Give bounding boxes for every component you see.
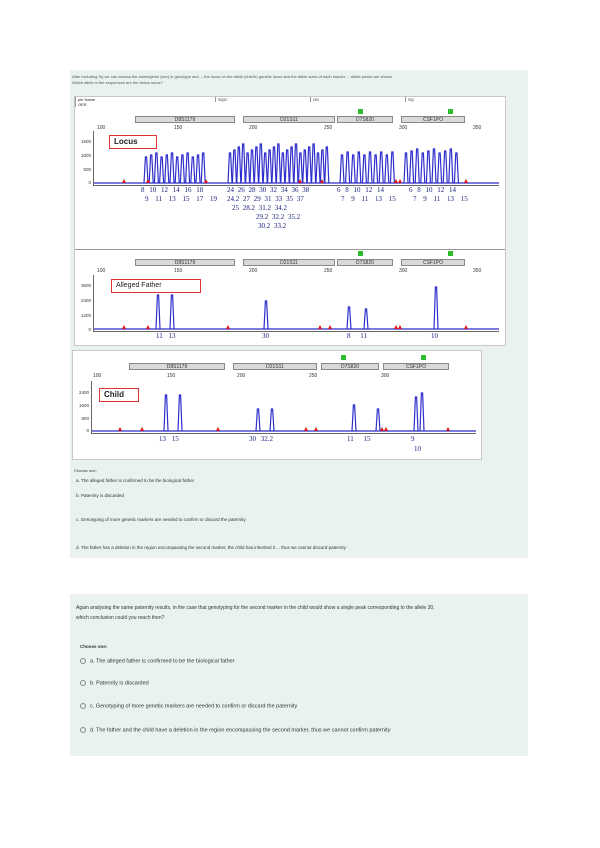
peak — [346, 152, 350, 183]
y-tick: 2400 — [80, 298, 91, 303]
allele-label: 15 — [182, 195, 190, 203]
allele-label: 15 — [171, 435, 179, 443]
peak — [232, 150, 236, 183]
option-label: c. Genotyping of more genetic markers are needed to confirm or discard the paternity — [90, 703, 298, 710]
allele-label: 11 — [433, 195, 441, 203]
allele-label: 29.2 — [256, 213, 269, 221]
y-tick: 0 — [88, 180, 91, 185]
question1-intro-2: Which allele in the sequences are the below locus? — [72, 80, 163, 85]
allele-label: 12 — [365, 186, 373, 194]
electropherogram-child — [72, 350, 482, 460]
allele-label: 14 — [172, 186, 180, 194]
peak — [149, 155, 153, 183]
allele-labels-d7-row1 — [337, 186, 384, 194]
locus-bar-csf1po: CSF1PO — [383, 363, 449, 370]
allele-label: 32 — [270, 186, 277, 194]
allele-label: 16 — [184, 186, 192, 194]
y-tick: 1500 — [80, 139, 91, 144]
allele-label: 34.2 — [274, 204, 287, 212]
x-tick: 150 — [167, 373, 176, 379]
allele-labels-d21-row3 — [232, 204, 287, 212]
father-allele-d7 — [347, 332, 367, 340]
size-marker — [446, 427, 450, 431]
allele-label: 9 — [351, 195, 355, 203]
peak — [298, 153, 302, 183]
peak — [254, 147, 258, 183]
peak — [443, 151, 447, 183]
x-tick: 100 — [93, 373, 102, 379]
allele-label: 26 — [237, 186, 245, 194]
electropherogram-ladder-father — [74, 96, 506, 346]
allele-label: 18 — [196, 186, 204, 194]
allele-label: 13 — [159, 435, 166, 443]
radio-button[interactable] — [80, 703, 86, 709]
peak — [385, 155, 389, 183]
size-marker — [384, 427, 388, 431]
peak — [449, 149, 453, 183]
option-label: b. Paternity is discarded — [90, 680, 149, 687]
peak — [364, 309, 368, 329]
allele-labels-d7-row2 — [341, 195, 396, 203]
y-tick: 3600 — [80, 283, 91, 288]
size-marker — [394, 325, 398, 329]
size-marker — [140, 427, 144, 431]
allele-label: 8 — [141, 186, 145, 194]
allele-label: 32.2 — [272, 213, 285, 221]
green-marker — [448, 109, 453, 114]
peak — [454, 153, 458, 183]
question1-option-b[interactable]: b. Paternity is discarded — [76, 493, 125, 498]
peak — [186, 153, 190, 183]
x-tick: 200 — [249, 125, 258, 131]
question1-option-a[interactable]: a. The alleged father is confirmed to be the biological father — [76, 478, 195, 483]
peak — [290, 147, 294, 183]
x-tick: 300 — [381, 373, 390, 379]
allele-label: 11 — [155, 195, 162, 203]
peak — [256, 409, 260, 431]
allele-label: 17 — [196, 195, 204, 203]
allele-label: 33.2 — [274, 222, 287, 230]
x-tick: 250 — [309, 373, 318, 379]
alleged-father-tag: Alleged Father — [111, 279, 201, 293]
radio-button[interactable] — [80, 680, 86, 686]
peak — [390, 152, 394, 183]
green-marker — [341, 355, 346, 360]
peak — [347, 307, 351, 329]
green-marker — [358, 251, 363, 256]
size-marker — [118, 427, 122, 431]
allele-label: 12 — [437, 186, 445, 194]
peak — [325, 147, 329, 183]
size-marker — [226, 325, 230, 329]
allele-label: 7 — [413, 195, 417, 203]
question2-option-c[interactable] — [80, 703, 297, 709]
locus-bar-d7s820: D7S820 — [337, 116, 393, 123]
peak — [237, 147, 241, 183]
peak — [281, 153, 285, 183]
allele-label: 28.2 — [242, 204, 255, 212]
question2-choose: Choose one: — [80, 644, 108, 649]
peak — [379, 152, 383, 183]
peak — [175, 157, 179, 183]
sample-table — [75, 97, 505, 109]
size-marker — [464, 325, 468, 329]
allele-label: 11 — [360, 332, 367, 340]
peak — [191, 157, 195, 183]
divider — [75, 249, 505, 250]
allele-label: 15 — [460, 195, 468, 203]
peak — [276, 144, 280, 183]
question1-option-c[interactable]: c. Genotyping of more genetic markers are needed to confirm or discard the paternity — [76, 517, 246, 522]
peak — [178, 395, 182, 431]
allele-label: 15 — [363, 435, 371, 443]
allele-label: 30 — [249, 435, 256, 443]
peak — [154, 153, 158, 183]
peak — [180, 155, 184, 183]
sqo-header: SQO — [215, 97, 308, 102]
x-tick: 300 — [399, 125, 408, 131]
size-marker — [122, 179, 126, 183]
peak — [246, 153, 250, 183]
peak — [432, 149, 436, 183]
locus-tag: Locus — [109, 135, 157, 149]
peak — [263, 153, 267, 183]
question1-choose: Choose one: — [74, 468, 97, 473]
peak — [272, 147, 276, 183]
allele-label: 7 — [341, 195, 345, 203]
peak — [259, 144, 263, 183]
y-tick: 0 — [86, 428, 89, 433]
radio-button[interactable] — [80, 658, 86, 664]
peak — [374, 155, 378, 183]
sq-header: SQ — [405, 97, 503, 102]
os-header: OS — [310, 97, 403, 102]
allele-label: 6 — [409, 186, 413, 194]
allele-label: 13 — [447, 195, 454, 203]
peak — [303, 150, 307, 183]
allele-label: 14 — [377, 186, 384, 194]
locus-bar-d8s1179: D8S1179 — [129, 363, 225, 370]
allele-labels-d8-row1 — [141, 186, 203, 194]
child-tag: Child — [99, 388, 139, 402]
size-marker — [314, 427, 318, 431]
peak — [241, 144, 245, 183]
allele-label: 35.2 — [288, 213, 301, 221]
allele-label: 37 — [296, 195, 304, 203]
allele-label: 33 — [275, 195, 283, 203]
green-marker — [421, 355, 426, 360]
peak — [376, 409, 380, 431]
size-marker — [464, 179, 468, 183]
allele-label: 38 — [302, 186, 310, 194]
allele-label: 31.2 — [258, 204, 271, 212]
allele-label: 34 — [280, 186, 288, 194]
x-tick: 100 — [97, 125, 106, 131]
y-tick: 1200 — [80, 313, 91, 318]
locus-bar-csf1po: CSF1PO — [401, 116, 465, 123]
allele-labels-d21-row5 — [258, 222, 286, 230]
allele-label: 8 — [345, 186, 349, 194]
locus-bar-d8s1179: D8S1179 — [135, 259, 235, 266]
peak — [170, 295, 174, 329]
green-marker — [448, 251, 453, 256]
peak — [421, 153, 425, 183]
y-tick: 800 — [81, 416, 89, 421]
peak — [250, 150, 254, 183]
peak — [170, 153, 174, 183]
peak — [164, 395, 168, 431]
size-marker — [398, 179, 402, 183]
allele-label: 24.2 — [227, 195, 240, 203]
allele-label: 12 — [161, 186, 168, 194]
size-marker — [146, 325, 150, 329]
peak — [196, 155, 200, 183]
question2-text-1: Again analysing the same paternity results, in the case that genotyping for the second marker in the child would show a single peak corresponding to the allele 30, — [76, 605, 435, 611]
question2-text-2: which conclusion could you reach then? — [76, 615, 165, 621]
peak — [294, 144, 298, 183]
allele-label: 36 — [291, 186, 299, 194]
allele-label: 31 — [264, 195, 272, 203]
allele-labels-csf-row2 — [413, 195, 468, 203]
allele-labels-d21-row4 — [256, 213, 300, 221]
x-tick: 300 — [399, 268, 408, 274]
locus-bar-d21s11: D21S11 — [243, 116, 335, 123]
y-tick: 500 — [83, 167, 91, 172]
size-marker — [304, 427, 308, 431]
y-tick: 2400 — [78, 390, 89, 395]
peak — [312, 144, 316, 183]
allele-labels-d21-row2 — [227, 195, 304, 203]
peak — [316, 153, 320, 183]
allele-label: 13 — [168, 332, 176, 340]
allele-label: 14 — [449, 186, 456, 194]
locus-bar-d7s820: D7S820 — [337, 259, 393, 266]
size-marker — [318, 325, 322, 329]
father-allele-csf: 10 — [431, 332, 438, 340]
allele-label: 11 — [361, 195, 369, 203]
allele-label: 30 — [259, 186, 267, 194]
child-plot — [91, 381, 476, 434]
size-marker — [398, 325, 402, 329]
child-allele-csf-top: 9 — [411, 435, 415, 443]
allele-label: 28 — [248, 186, 256, 194]
x-tick: 250 — [324, 125, 333, 131]
size-marker — [380, 427, 384, 431]
child-allele-d8 — [159, 435, 179, 443]
allele-label: 8 — [347, 332, 351, 340]
peak — [410, 151, 414, 183]
oer-row: OER — [75, 102, 208, 107]
peak — [307, 147, 311, 183]
allele-label: 25 — [232, 204, 239, 212]
peak — [340, 155, 344, 183]
sample-name-header: ple Name — [75, 97, 208, 102]
peak — [420, 393, 424, 431]
x-tick: 200 — [249, 268, 258, 274]
question1-option-d[interactable]: d. The father has a deletion in the region encompassing the second marker, the child has inherited it ... thus we cannot discard paternity — [76, 545, 346, 550]
size-marker — [216, 427, 220, 431]
peak — [438, 153, 442, 183]
allele-label: 24 — [227, 186, 234, 194]
question2-option-d[interactable] — [80, 727, 390, 733]
peak — [362, 155, 366, 183]
peak — [414, 397, 418, 431]
locus-bar-d7s820: D7S820 — [321, 363, 379, 370]
allele-label: 11 — [347, 435, 354, 443]
locus-bar-d8s1179: D8S1179 — [135, 116, 235, 123]
allele-label: 6 — [337, 186, 341, 194]
question1-intro-1: After including Sq we can assess the amelogenin (sex) in genotype and ... the locus on the allele (child's) genetic locus and the allele sizes of each marker ... allelic peaks are shown — [72, 74, 393, 79]
x-tick: 150 — [174, 125, 183, 131]
peak — [264, 301, 268, 329]
father-allele-d21: 30 — [262, 332, 269, 340]
child-allele-d7 — [347, 435, 371, 443]
allele-label: 9 — [423, 195, 427, 203]
allele-labels-csf-row1 — [409, 186, 456, 194]
peak — [160, 157, 164, 183]
allele-label: 15 — [388, 195, 396, 203]
peak — [351, 155, 355, 183]
peak — [270, 409, 274, 431]
child-allele-csf-bottom: 10 — [414, 445, 421, 453]
option-label: d. The father and the child have a deletion in the region encompassing the second marker, thus we cannot confirm paternity — [90, 727, 391, 734]
x-tick: 350 — [473, 125, 482, 131]
allele-label: 10 — [425, 186, 433, 194]
peak — [144, 157, 148, 183]
allele-label: 32.2 — [260, 435, 273, 443]
peak — [156, 295, 160, 329]
question2-option-b[interactable] — [80, 680, 149, 686]
peak — [415, 149, 419, 183]
locus-bar-d21s11: D21S11 — [233, 363, 317, 370]
father-allele-d8 — [156, 332, 176, 340]
peak — [357, 152, 361, 183]
allele-label: 19 — [210, 195, 217, 203]
allele-labels-d21-row1 — [227, 186, 309, 194]
allele-label: 30.2 — [258, 222, 271, 230]
allele-label: 29 — [253, 195, 261, 203]
allele-label: 10 — [353, 186, 361, 194]
peak — [368, 152, 372, 183]
peak — [320, 150, 324, 183]
peak — [404, 153, 408, 183]
allele-label: 8 — [417, 186, 421, 194]
green-marker — [358, 109, 363, 114]
peak — [285, 150, 289, 183]
allele-labels-d8-row2 — [145, 195, 217, 203]
y-tick: 1600 — [78, 403, 89, 408]
size-marker — [328, 325, 332, 329]
peak — [268, 150, 272, 183]
allele-label: 35 — [286, 195, 293, 203]
locus-bar-d21s11: D21S11 — [243, 259, 335, 266]
question2-option-a[interactable] — [80, 658, 235, 664]
peak — [165, 155, 169, 183]
y-tick: 1000 — [80, 153, 91, 158]
allele-label: 10 — [149, 186, 157, 194]
allele-label: 13 — [168, 195, 176, 203]
peak — [228, 153, 232, 183]
peak — [434, 287, 438, 329]
x-tick: 200 — [237, 373, 246, 379]
peak — [201, 153, 205, 183]
x-tick: 350 — [473, 268, 482, 274]
x-tick: 100 — [97, 268, 106, 274]
child-allele-d21 — [249, 435, 273, 443]
y-tick: 0 — [88, 327, 91, 332]
allele-label: 11 — [156, 332, 163, 340]
radio-button[interactable] — [80, 727, 86, 733]
x-tick: 250 — [324, 268, 333, 274]
size-marker — [122, 325, 126, 329]
option-label: a. The alleged father is confirmed to be the biological father — [90, 658, 235, 665]
allele-label: 9 — [145, 195, 149, 203]
locus-bar-csf1po: CSF1PO — [401, 259, 465, 266]
x-tick: 150 — [174, 268, 183, 274]
allele-label: 27 — [243, 195, 250, 203]
peak — [352, 405, 356, 431]
allele-label: 13 — [375, 195, 382, 203]
peak — [426, 151, 430, 183]
